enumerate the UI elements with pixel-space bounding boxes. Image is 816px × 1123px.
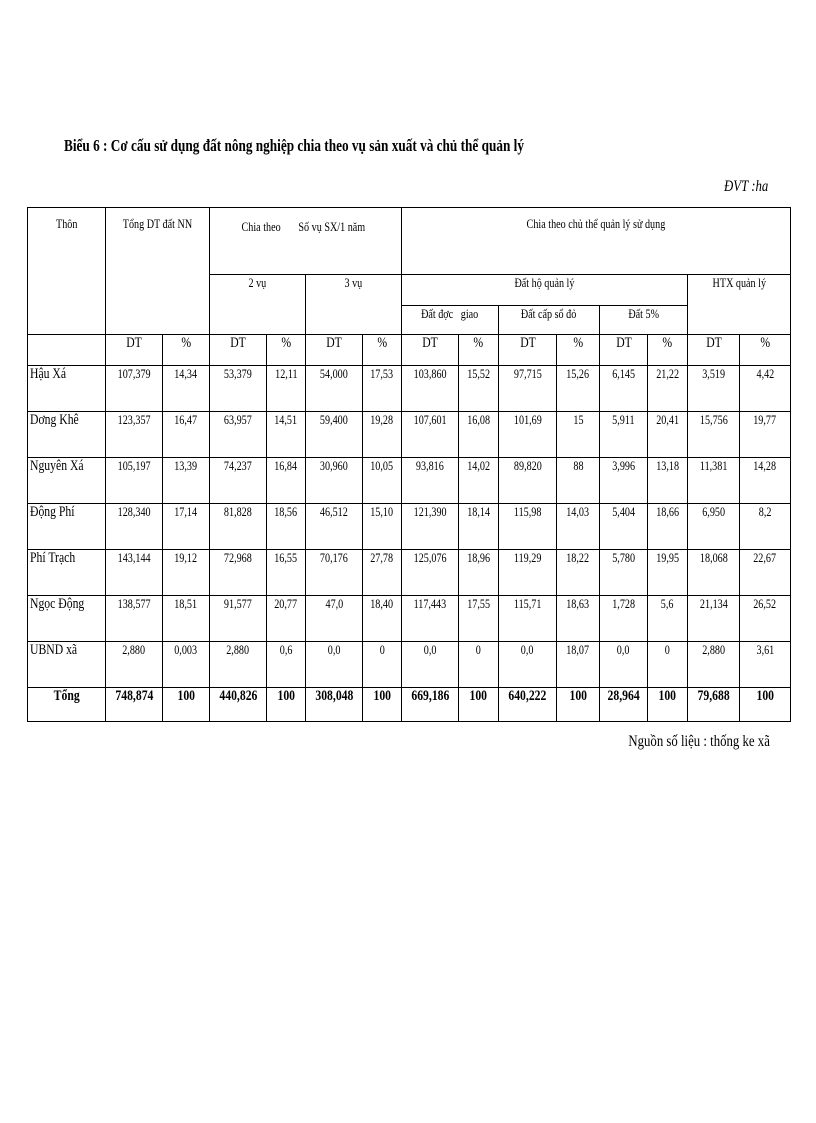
table-cell: 16,47 (163, 412, 210, 458)
subheader-dt: DT (688, 335, 740, 366)
header-dat-cap-so-do: Đất cấp sổ đỏ (499, 306, 600, 335)
table-cell: 103,860 (402, 366, 459, 412)
table-cell: 14,02 (459, 458, 499, 504)
table-cell: 97,715 (499, 366, 557, 412)
table-cell: 0,0 (306, 642, 363, 688)
table-cell: 18,22 (557, 550, 600, 596)
table-cell: 19,77 (740, 412, 791, 458)
subheader-pct: % (648, 335, 688, 366)
table-cell: 17,55 (459, 596, 499, 642)
unit-label: ĐVT :ha (723, 178, 768, 195)
subheader-pct: % (557, 335, 600, 366)
table-cell: 1,728 (600, 596, 648, 642)
table-cell: 107,601 (402, 412, 459, 458)
table-cell: 18,51 (163, 596, 210, 642)
table-cell: 18,96 (459, 550, 499, 596)
table-cell: 18,56 (267, 504, 306, 550)
table-cell: 2,880 (106, 642, 163, 688)
header-chia-theo: Chia theo Số vụ SX/1 năm (210, 208, 402, 275)
subheader-dt: DT (600, 335, 648, 366)
table-cell: 28,964 (600, 688, 648, 722)
table-cell: 0,0 (499, 642, 557, 688)
table-cell: 5,911 (600, 412, 648, 458)
table-cell: 669,186 (402, 688, 459, 722)
table-row (28, 412, 791, 458)
table-cell: 14,03 (557, 504, 600, 550)
table-cell: 74,237 (210, 458, 267, 504)
table-cell: 72,968 (210, 550, 267, 596)
table-title: Biểu 6 : Cơ cấu sử dụng đất nông nghiệp chia theo vụ sản xuất và chủ thể quản lý (64, 136, 524, 155)
subheader-pct: % (459, 335, 499, 366)
subheader-row (28, 335, 791, 366)
table-cell: 18,66 (648, 504, 688, 550)
table-cell: 2,880 (688, 642, 740, 688)
table-cell: 748,874 (106, 688, 163, 722)
table-cell: 143,144 (106, 550, 163, 596)
table-cell: 19,95 (648, 550, 688, 596)
table-cell: 0,0 (402, 642, 459, 688)
table-cell: 88 (557, 458, 600, 504)
table-cell: 21,22 (648, 366, 688, 412)
table-cell: 79,688 (688, 688, 740, 722)
header-tong-dt: Tổng DT đất NN (106, 208, 210, 275)
table-cell: 0 (363, 642, 402, 688)
subheader-dt: DT (106, 335, 163, 366)
table-row (28, 642, 791, 688)
table-cell: 3,996 (600, 458, 648, 504)
header-dat-5: Đất 5% (600, 306, 688, 335)
table-cell: 15,26 (557, 366, 600, 412)
header-chu-the: Chia theo chủ thể quản lý sử dụng (402, 208, 791, 275)
table-row (28, 366, 791, 412)
table-cell: 5,6 (648, 596, 688, 642)
subheader-dt: DT (402, 335, 459, 366)
table-cell: 640,222 (499, 688, 557, 722)
table-cell: 18,14 (459, 504, 499, 550)
table-cell: 128,340 (106, 504, 163, 550)
table-cell: 14,28 (740, 458, 791, 504)
table-cell: 18,40 (363, 596, 402, 642)
table-cell: 115,71 (499, 596, 557, 642)
table-cell: 11,381 (688, 458, 740, 504)
table-cell: 0 (648, 642, 688, 688)
table-cell: 125,076 (402, 550, 459, 596)
table-cell: 14,34 (163, 366, 210, 412)
table-cell: 4,42 (740, 366, 791, 412)
table-cell: 0,0 (600, 642, 648, 688)
village-name: Ngọc Động (28, 596, 106, 642)
table-cell: 123,357 (106, 412, 163, 458)
table-cell: 81,828 (210, 504, 267, 550)
header-3-vu: 3 vụ (306, 275, 402, 306)
table-cell: 15,756 (688, 412, 740, 458)
subheader-pct: % (163, 335, 210, 366)
table-row (28, 458, 791, 504)
village-name: Dơng Khê (28, 412, 106, 458)
village-name: Phí Trạch (28, 550, 106, 596)
table-cell: 20,77 (267, 596, 306, 642)
table-cell: 3,61 (740, 642, 791, 688)
village-name: UBND xã (28, 642, 106, 688)
table-cell: 10,05 (363, 458, 402, 504)
table-cell: 15,52 (459, 366, 499, 412)
table-cell: 15 (557, 412, 600, 458)
table-cell: 100 (557, 688, 600, 722)
table-row (28, 504, 791, 550)
header-dat-ho: Đất hộ quản lý (402, 275, 688, 306)
table-cell: 91,577 (210, 596, 267, 642)
header-2-vu: 2 vụ (210, 275, 306, 306)
table-cell: 13,39 (163, 458, 210, 504)
table-cell: 115,98 (499, 504, 557, 550)
table-cell: 0,003 (163, 642, 210, 688)
table-cell: 30,960 (306, 458, 363, 504)
subheader-pct: % (740, 335, 791, 366)
table-cell: 0 (459, 642, 499, 688)
table-cell: 101,69 (499, 412, 557, 458)
header-thon: Thôn (28, 208, 106, 275)
table-cell: 100 (363, 688, 402, 722)
table-cell: 53,379 (210, 366, 267, 412)
table-cell: 100 (459, 688, 499, 722)
table-cell: 100 (267, 688, 306, 722)
table-cell: 22,67 (740, 550, 791, 596)
table-cell: 93,816 (402, 458, 459, 504)
table-cell: 100 (740, 688, 791, 722)
table-cell: 6,145 (600, 366, 648, 412)
table-cell: 17,14 (163, 504, 210, 550)
total-row (28, 688, 791, 722)
village-name: Động Phí (28, 504, 106, 550)
table-cell: 107,379 (106, 366, 163, 412)
table-body (28, 366, 791, 722)
table-cell: 440,826 (210, 688, 267, 722)
table-cell: 100 (163, 688, 210, 722)
table-cell: 138,577 (106, 596, 163, 642)
table-cell: 18,068 (688, 550, 740, 596)
table-cell: 54,000 (306, 366, 363, 412)
table-cell: 20,41 (648, 412, 688, 458)
table-cell: 59,400 (306, 412, 363, 458)
table-cell: 19,12 (163, 550, 210, 596)
table-cell: 2,880 (210, 642, 267, 688)
village-name: Tổng (28, 688, 106, 722)
source-note: Nguồn số liệu : thống ke xã (628, 733, 770, 750)
table-cell: 308,048 (306, 688, 363, 722)
table-cell: 18,63 (557, 596, 600, 642)
table-cell: 16,08 (459, 412, 499, 458)
table-cell: 70,176 (306, 550, 363, 596)
table-cell: 0,6 (267, 642, 306, 688)
table-cell: 21,134 (688, 596, 740, 642)
subheader-pct: % (267, 335, 306, 366)
table-cell: 3,519 (688, 366, 740, 412)
table-cell: 26,52 (740, 596, 791, 642)
subheader-dt: DT (306, 335, 363, 366)
village-name: Nguyên Xá (28, 458, 106, 504)
table-cell: 47,0 (306, 596, 363, 642)
subheader-dt: DT (499, 335, 557, 366)
table-cell: 16,84 (267, 458, 306, 504)
header-htx: HTX quản lý (688, 275, 791, 306)
table-cell: 117,443 (402, 596, 459, 642)
table-cell: 8,2 (740, 504, 791, 550)
village-name: Hậu Xá (28, 366, 106, 412)
table-cell: 15,10 (363, 504, 402, 550)
land-use-table (27, 207, 791, 722)
table-cell: 18,07 (557, 642, 600, 688)
table-cell: 119,29 (499, 550, 557, 596)
table-cell: 5,404 (600, 504, 648, 550)
subheader-pct: % (363, 335, 402, 366)
table-cell: 14,51 (267, 412, 306, 458)
table-row (28, 550, 791, 596)
table-cell: 89,820 (499, 458, 557, 504)
table-row (28, 596, 791, 642)
table-cell: 16,55 (267, 550, 306, 596)
subheader-dt: DT (210, 335, 267, 366)
table-cell: 13,18 (648, 458, 688, 504)
table-cell: 100 (648, 688, 688, 722)
table-cell: 46,512 (306, 504, 363, 550)
table-cell: 19,28 (363, 412, 402, 458)
table-cell: 27,78 (363, 550, 402, 596)
header-dat-doc-giao: Đất đợc giao (402, 306, 499, 335)
table-cell: 12,11 (267, 366, 306, 412)
table-cell: 6,950 (688, 504, 740, 550)
table-cell: 63,957 (210, 412, 267, 458)
table-cell: 105,197 (106, 458, 163, 504)
table-cell: 17,53 (363, 366, 402, 412)
table-cell: 5,780 (600, 550, 648, 596)
table-cell: 121,390 (402, 504, 459, 550)
